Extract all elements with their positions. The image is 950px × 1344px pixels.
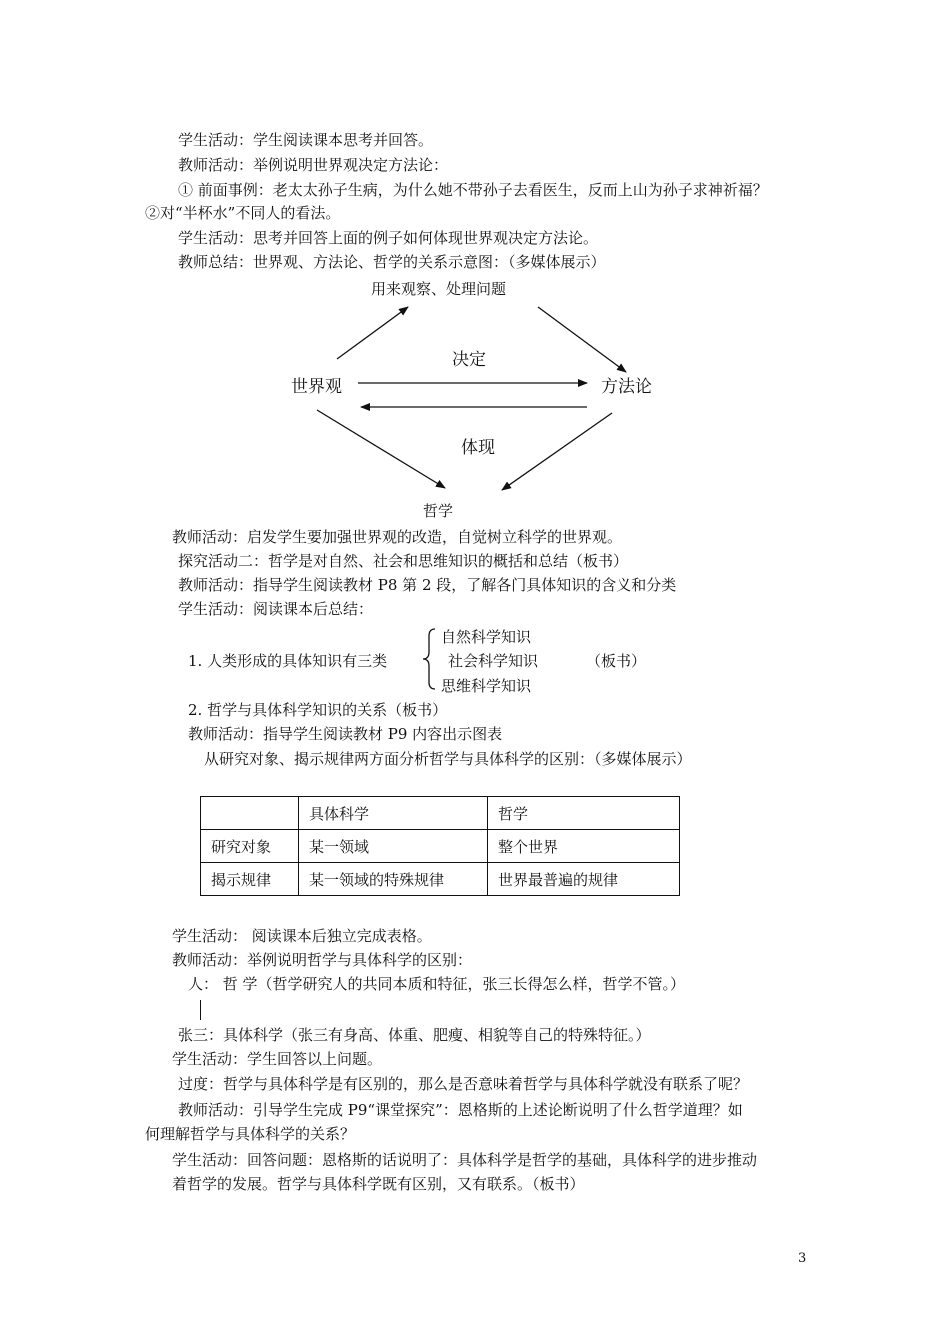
page-number: 3 [798, 1251, 807, 1266]
knowledge-item: 思维科学知识 [441, 677, 532, 695]
knowledge-item: 社会科学知识 [448, 652, 539, 670]
text-line: 2. 哲学与具体科学知识的关系（板书） [188, 701, 448, 719]
text-line: 学生活动：学生阅读课本思考并回答。 [178, 131, 434, 149]
knowledge-item: 自然科学知识 [441, 628, 532, 646]
table-cell [201, 797, 299, 830]
diagram-methodology-label: 方法论 [601, 377, 652, 397]
text-line: 张三：具体科学（张三有身高、体重、肥瘦、相貌等自己的特殊特征。） [178, 1026, 651, 1044]
text-line: 学生活动：思考并回答上面的例子如何体现世界观决定方法论。 [178, 229, 599, 247]
table-cell: 整个世界 [488, 830, 680, 863]
table-row [201, 830, 680, 863]
text-line: ②对“半杯水”不同人的看法。 [145, 204, 341, 222]
comparison-table [200, 796, 680, 896]
text-line: 教师总结：世界观、方法论、哲学的关系示意图：（多媒体展示） [178, 253, 606, 271]
text-line: 学生活动：学生回答以上问题。 [172, 1050, 383, 1068]
text-line: 学生活动：回答问题：恩格斯的话说明了：具体科学是哲学的基础，具体科学的进步推动 [172, 1151, 758, 1169]
text-line: 学生活动：阅读课本后总结： [178, 600, 374, 618]
diagram-worldview-label: 世界观 [291, 377, 342, 397]
table-cell: 具体科学 [299, 797, 488, 830]
arrow-methodology-to-philosophy [502, 413, 612, 490]
text-line: 探究活动二：哲学是对自然、社会和思维知识的概括和总结（板书） [178, 552, 629, 570]
arrow-use-to-methodology [538, 307, 626, 372]
arrow-worldview-to-philosophy [317, 410, 445, 488]
diagram-arrows [260, 268, 700, 528]
text-line: 从研究对象、揭示规律两方面分析哲学与具体科学的区别：（多媒体展示） [204, 750, 692, 768]
text-line: 过度：哲学与具体科学是有区别的，那么是否意味着哲学与具体科学就没有联系了呢？ [178, 1075, 749, 1093]
board-note: （板书） [586, 652, 647, 670]
text-line: 何理解哲学与具体科学的关系？ [145, 1125, 356, 1143]
table-cell: 某一领域的特殊规律 [299, 863, 488, 896]
text-line: 着哲学的发展。哲学与具体科学既有区别，又有联系。（板书） [172, 1175, 585, 1193]
text-line: 教师活动：指导学生阅读教材 P8 第 2 段，了解各门具体知识的含义和分类 [178, 576, 677, 594]
text-line: 教师活动：引导学生完成 P9“课堂探究”：恩格斯的上述论断说明了什么哲学道理？如 [178, 1101, 743, 1119]
text-line: 教师活动：举例说明哲学与具体科学的区别： [172, 951, 473, 969]
table-cell: 世界最普遍的规律 [488, 863, 680, 896]
diagram-decide-label: 决定 [452, 350, 486, 370]
text-line: 教师活动：启发学生要加强世界观的改造，自觉树立科学的世界观。 [172, 528, 623, 546]
table-cell: 揭示规律 [201, 863, 299, 896]
table-cell: 某一领域 [299, 830, 488, 863]
knowledge-heading: 1. 人类形成的具体知识有三类 [188, 652, 388, 670]
relationship-diagram [260, 268, 700, 528]
text-line: 教师活动：举例说明世界观决定方法论： [178, 156, 449, 174]
vertical-bar [200, 1000, 201, 1020]
table-cell: 哲学 [488, 797, 680, 830]
diagram-philosophy-label: 哲学 [423, 502, 454, 520]
curly-brace-icon [421, 628, 437, 690]
table-cell: 研究对象 [201, 830, 299, 863]
diagram-embody-label: 体现 [461, 438, 495, 458]
text-line: 人： 哲 学（哲学研究人的共同本质和特征，张三长得怎么样，哲学不管。） [188, 975, 686, 993]
text-line: 教师活动：指导学生阅读教材 P9 内容出示图表 [188, 725, 503, 743]
diagram-top-label: 用来观察、处理问题 [371, 280, 507, 298]
table-row [201, 863, 680, 896]
text-line: 学生活动： 阅读课本后独立完成表格。 [172, 927, 432, 945]
text-line: ① 前面事例：老太太孙子生病，为什么她不带孙子去看医生，反而上山为孙子求神祈福？ [178, 181, 768, 199]
table-header-row [201, 797, 680, 830]
arrow-worldview-to-use [337, 307, 408, 359]
